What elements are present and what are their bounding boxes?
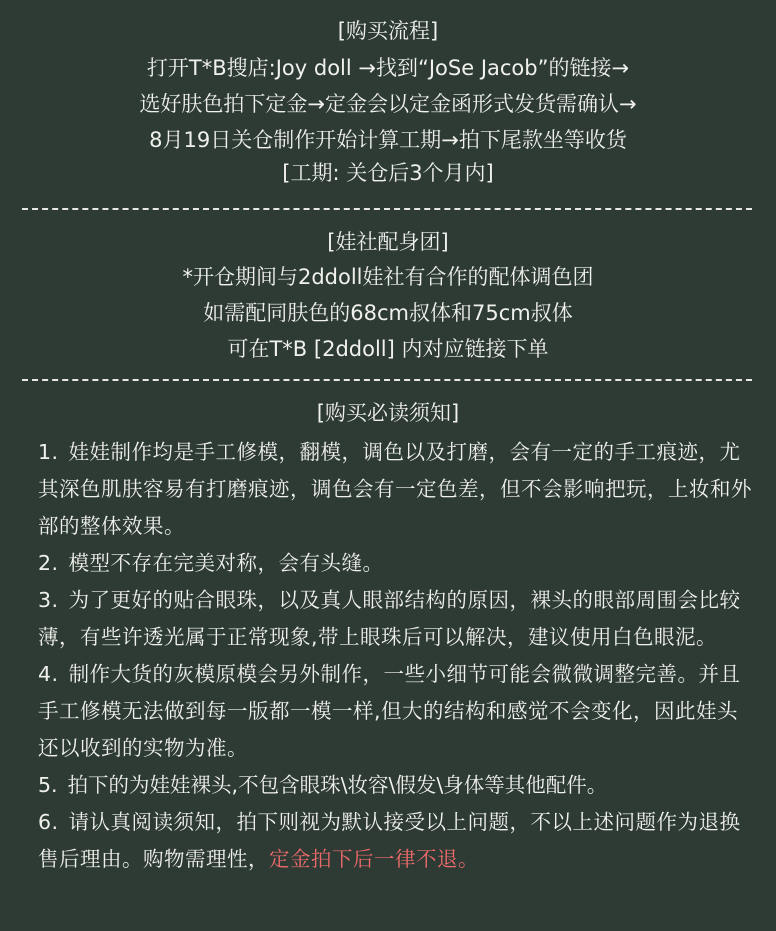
purchase-flow-line: 打开T*B搜店:Joy doll →找到“JoSe Jacob”的链接→ bbox=[146, 56, 630, 80]
notice-title: [购买必读须知] bbox=[316, 401, 460, 425]
notice-item-number: 3. bbox=[38, 588, 59, 612]
notice-item-text: 模型不存在完美对称，会有头缝。 bbox=[68, 551, 384, 575]
purchase-flow-title: [购买流程] bbox=[337, 19, 439, 43]
notice-item-number: 1. bbox=[38, 440, 59, 464]
no-refund-warning: 定金拍下后一律不退。 bbox=[269, 847, 479, 871]
notice-item bbox=[38, 804, 754, 878]
notice-item-text: 制作大货的灰模原模会另外制作，一些小细节可能会微微调整完善。并且手工修模无法做到每一版都一模一样,但大的结构和感觉不会变化，因此娃头还以收到的实物为准。 bbox=[38, 662, 741, 760]
purchase-flow-section bbox=[0, 0, 776, 188]
body-group-title: [娃社配身团] bbox=[327, 230, 449, 254]
notice-item-number: 5. bbox=[38, 773, 58, 797]
notice-item-text: 娃娃制作均是手工修模，翻模，调色以及打磨，会有一定的手工痕迹，尤其深色肌肤容易有打磨痕迹，调色会有一定色差，但不会影响把玩，上妆和外部的整体效果。 bbox=[38, 440, 752, 538]
notice-item-text: 拍下的为娃娃裸头,不包含眼珠\妆容\假发\身体等其他配件。 bbox=[67, 773, 608, 797]
notice-item-text: 为了更好的贴合眼珠，以及真人眼部结构的原因，裸头的眼部周围会比较薄，有些许透光属于正常现象,带上眼珠后可以解决，建议使用白色眼泥。 bbox=[38, 588, 741, 649]
body-group-section bbox=[0, 210, 776, 367]
purchase-flow-line: 8月19日关仓制作开始计算工期→拍下尾款坐等收货 bbox=[149, 128, 627, 152]
body-group-line: *开仓期间与2ddoll娃社有合作的配体调色团 bbox=[182, 265, 594, 289]
notice-section bbox=[0, 381, 776, 878]
notice-item bbox=[38, 767, 754, 804]
body-group-line: 如需配同肤色的68cm叔体和75cm叔体 bbox=[203, 301, 573, 325]
notice-item bbox=[38, 582, 754, 656]
purchase-flow-line: 选好肤色拍下定金→定金会以定金函形式发货需确认→ bbox=[139, 92, 637, 116]
notice-item-number: 6. bbox=[38, 810, 59, 834]
notice-item bbox=[38, 545, 754, 582]
notice-item-number: 2. bbox=[38, 551, 59, 575]
notice-item-text: 请认真阅读须知，拍下则视为默认接受以上问题，不以上述问题作为退换售后理由。购物需理性， bbox=[38, 810, 741, 871]
production-period: [工期: 关仓后3个月内] bbox=[282, 161, 494, 185]
notice-item bbox=[38, 656, 754, 767]
notice-item-number: 4. bbox=[38, 662, 59, 686]
notice-list bbox=[0, 434, 776, 878]
notice-item bbox=[38, 434, 754, 545]
body-group-line: 可在T*B [2ddoll] 内对应链接下单 bbox=[227, 337, 549, 361]
